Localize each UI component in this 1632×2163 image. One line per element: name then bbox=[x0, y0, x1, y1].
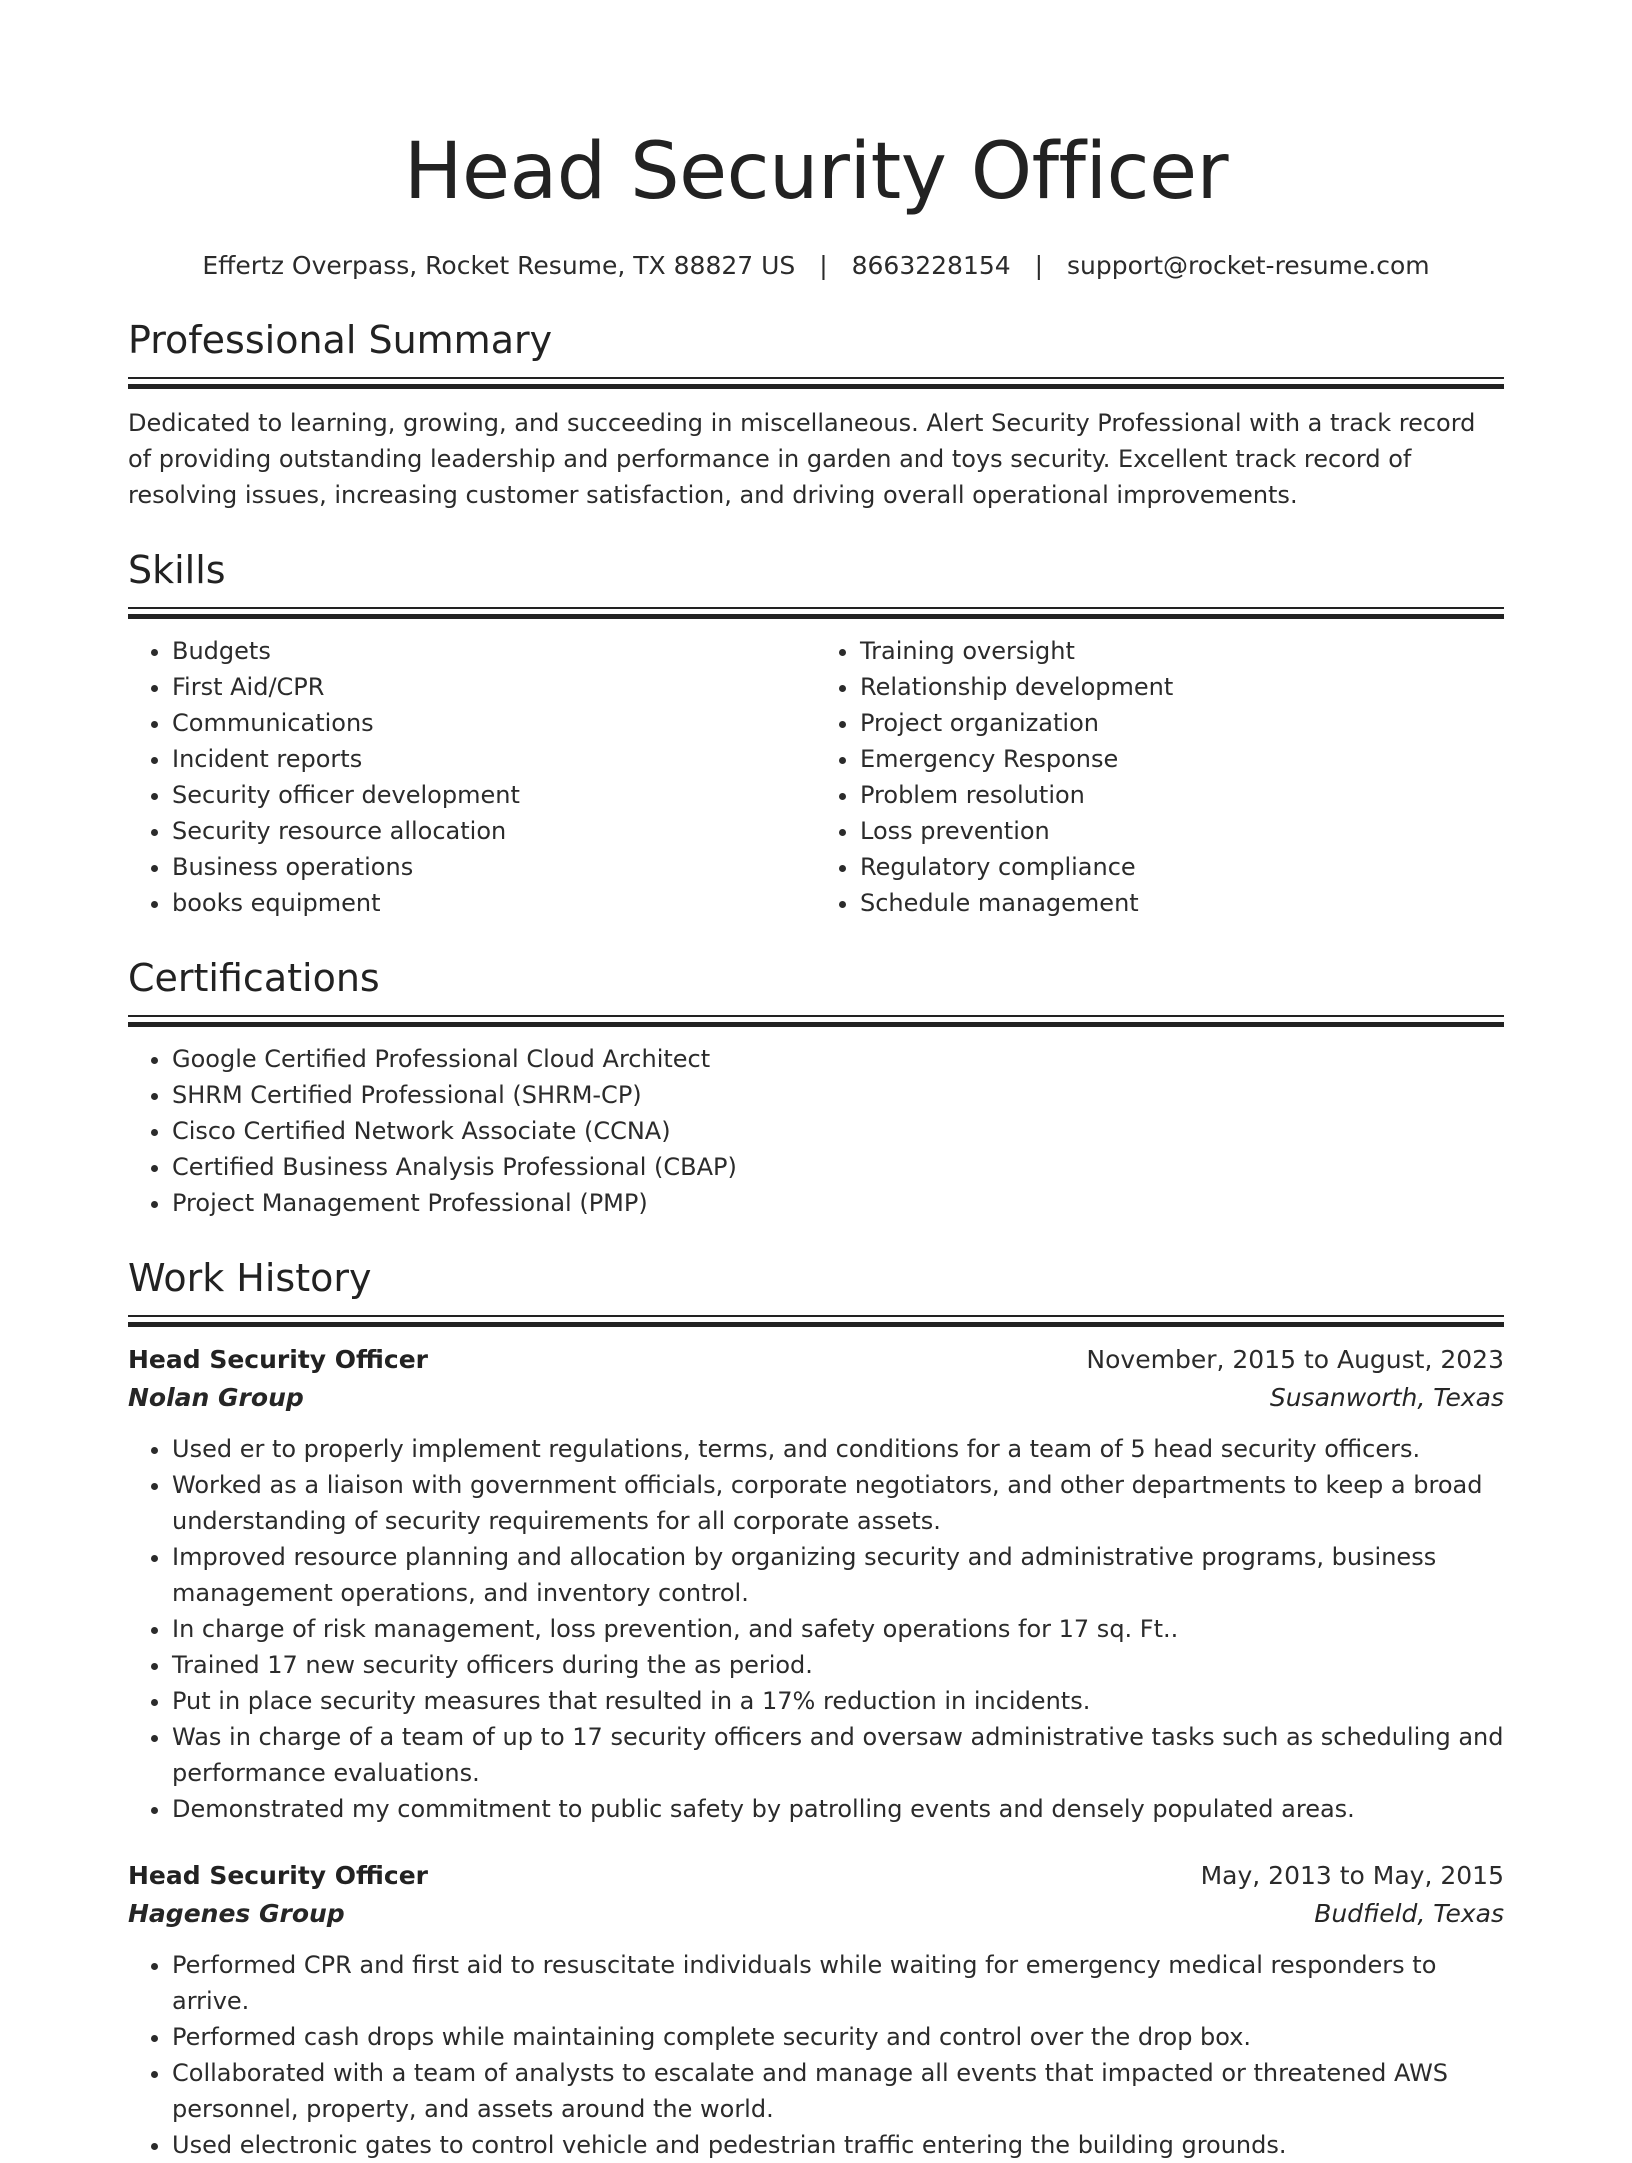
job-bullets bbox=[128, 1431, 1504, 1827]
job-title: Head Security Officer bbox=[128, 1345, 429, 1374]
skills-columns bbox=[128, 633, 1504, 921]
job-header bbox=[128, 1857, 1504, 1895]
skill-item: • Emergency Response bbox=[860, 741, 1504, 777]
skill-item: • Problem resolution bbox=[860, 777, 1504, 813]
job-bullet: • In charge of risk management, loss prevention, and safety operations for 17 sq. Ft.. bbox=[172, 1611, 1504, 1647]
skill-item: • Incident reports bbox=[172, 741, 816, 777]
job-bullet: • Used electronic gates to control vehicle and pedestrian traffic entering the building grounds. bbox=[172, 2127, 1504, 2163]
contact-email: support@rocket-resume.com bbox=[1067, 251, 1430, 280]
job-bullet: • Was in charge of a team of up to 17 security officers and oversaw administrative tasks such as scheduling and performance evaluations. bbox=[172, 1719, 1504, 1791]
job-bullet: • Put in place security measures that resulted in a 17% reduction in incidents. bbox=[172, 1683, 1504, 1719]
contact-separator: | bbox=[819, 251, 828, 280]
contact-phone: 8663228154 bbox=[851, 251, 1011, 280]
job-dates: November, 2015 to August, 2023 bbox=[1086, 1345, 1504, 1374]
job-subheader bbox=[128, 1379, 1504, 1417]
skill-item: • books equipment bbox=[172, 885, 816, 921]
skill-item: • First Aid/CPR bbox=[172, 669, 816, 705]
skill-item: • Security resource allocation bbox=[172, 813, 816, 849]
skill-item: • Project organization bbox=[860, 705, 1504, 741]
job-location: Budfield, Texas bbox=[1314, 1899, 1504, 1928]
job-bullet: • Collaborated with a team of analysts to escalate and manage all events that impacted or threatened AWS personnel, property, and assets around the world. bbox=[172, 2055, 1504, 2127]
certification-item: • Project Management Professional (PMP) bbox=[172, 1185, 1504, 1221]
certification-item: • SHRM Certified Professional (SHRM-CP) bbox=[172, 1077, 1504, 1113]
skills-heading: Skills bbox=[128, 548, 226, 592]
certifications-heading: Certifications bbox=[128, 956, 380, 1000]
certification-item: • Google Certified Professional Cloud Architect bbox=[172, 1041, 1504, 1077]
job-location: Susanworth, Texas bbox=[1269, 1383, 1504, 1412]
job-company: Hagenes Group bbox=[128, 1899, 345, 1928]
skill-item: • Loss prevention bbox=[860, 813, 1504, 849]
job-dates: May, 2013 to May, 2015 bbox=[1200, 1861, 1504, 1890]
skills-section bbox=[128, 547, 1504, 619]
job-title: Head Security Officer bbox=[128, 1861, 429, 1890]
job-header bbox=[128, 1341, 1504, 1379]
section-divider bbox=[128, 607, 1504, 619]
job-company: Nolan Group bbox=[128, 1383, 304, 1412]
job-bullet: • Demonstrated my commitment to public safety by patrolling events and densely populated areas. bbox=[172, 1791, 1504, 1827]
job-bullet: • Performed CPR and first aid to resuscitate individuals while waiting for emergency medical responders to arrive. bbox=[172, 1947, 1504, 2019]
contact-address: Effertz Overpass, Rocket Resume, TX 88827 US bbox=[202, 251, 796, 280]
work-history-heading: Work History bbox=[128, 1256, 372, 1300]
skill-item: • Training oversight bbox=[860, 633, 1504, 669]
job-entry bbox=[128, 1341, 1504, 1827]
job-bullets bbox=[128, 1947, 1504, 2163]
skills-list-right bbox=[816, 633, 1504, 921]
summary-section bbox=[128, 317, 1504, 389]
certification-item: • Certified Business Analysis Professional (CBAP) bbox=[172, 1149, 1504, 1185]
summary-heading: Professional Summary bbox=[128, 318, 553, 362]
skill-item: • Business operations bbox=[172, 849, 816, 885]
section-divider bbox=[128, 1015, 1504, 1027]
summary-text: Dedicated to learning, growing, and succeeding in miscellaneous. Alert Security Professional with a track record of providing outstanding leadership and performance in garden and toys security. Excellent track record of resolving issues, increasing customer satisfaction, and driving overall operational improvements. bbox=[128, 409, 1476, 509]
job-entry bbox=[128, 1857, 1504, 2163]
skill-item: • Security officer development bbox=[172, 777, 816, 813]
skill-item: • Relationship development bbox=[860, 669, 1504, 705]
job-bullet: • Used er to properly implement regulations, terms, and conditions for a team of 5 head security officers. bbox=[172, 1431, 1504, 1467]
skills-list-left bbox=[128, 633, 816, 921]
work-history-section bbox=[128, 1255, 1504, 1327]
job-bullet: • Trained 17 new security officers during the as period. bbox=[172, 1647, 1504, 1683]
skill-item: • Budgets bbox=[172, 633, 816, 669]
certifications-section bbox=[128, 955, 1504, 1027]
job-bullet: • Worked as a liaison with government officials, corporate negotiators, and other departments to keep a broad understanding of security requirements for all corporate assets. bbox=[172, 1467, 1504, 1539]
job-bullet: • Improved resource planning and allocation by organizing security and administrative programs, business management operations, and inventory control. bbox=[172, 1539, 1504, 1611]
certifications-list bbox=[128, 1041, 1504, 1221]
skill-item: • Communications bbox=[172, 705, 816, 741]
skill-item: • Regulatory compliance bbox=[860, 849, 1504, 885]
certification-item: • Cisco Certified Network Associate (CCNA) bbox=[172, 1113, 1504, 1149]
job-subheader bbox=[128, 1895, 1504, 1933]
contact-separator: | bbox=[1034, 251, 1044, 280]
section-divider bbox=[128, 1315, 1504, 1327]
job-bullet: • Performed cash drops while maintaining complete security and control over the drop box. bbox=[172, 2019, 1504, 2055]
skill-item: • Schedule management bbox=[860, 885, 1504, 921]
resume-title: Head Security Officer bbox=[403, 127, 1229, 217]
section-divider bbox=[128, 377, 1504, 389]
contact-line bbox=[128, 249, 1504, 283]
